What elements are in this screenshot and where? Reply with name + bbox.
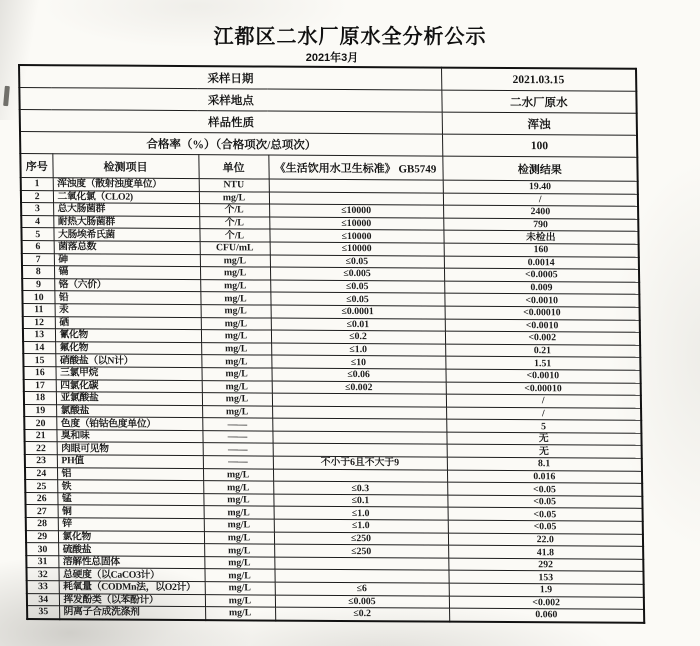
item-standard <box>272 393 446 407</box>
item-unit: mg/L <box>204 569 274 582</box>
item-unit: —— <box>202 431 272 444</box>
item-unit: mg/L <box>199 191 269 204</box>
item-name: 铜 <box>58 505 204 518</box>
item-unit: mg/L <box>201 342 271 355</box>
item-name: 铝 <box>57 467 203 480</box>
row-index: 13 <box>23 329 55 342</box>
item-result: 292 <box>448 558 643 572</box>
item-result: <0.0010 <box>445 319 640 333</box>
item-unit: mg/L <box>204 506 274 519</box>
analysis-table <box>18 64 645 624</box>
item-unit: CFU/mL <box>200 242 270 255</box>
item-standard: ≤0.2 <box>275 607 449 621</box>
item-result: 790 <box>443 218 638 232</box>
item-unit: mg/L <box>204 531 274 544</box>
item-standard: ≤1.0 <box>274 507 448 521</box>
row-index: 17 <box>24 379 56 392</box>
item-name: 锰 <box>57 493 203 506</box>
item-standard <box>274 569 448 583</box>
row-index: 15 <box>23 354 55 367</box>
item-standard: ≤0.06 <box>271 368 445 382</box>
item-unit: mg/L <box>204 519 274 532</box>
item-unit: mg/L <box>204 544 274 557</box>
row-index: 35 <box>27 606 59 619</box>
item-standard: ≤250 <box>274 532 448 546</box>
row-index: 23 <box>25 455 57 468</box>
item-unit: 个/L <box>199 229 269 242</box>
summary-value: 二水厂原水 <box>441 90 636 113</box>
item-unit: 个/L <box>199 204 269 217</box>
item-result: <0.002 <box>445 331 640 345</box>
item-name: 氰化物 <box>55 329 201 342</box>
row-index: 33 <box>27 581 59 594</box>
item-standard <box>272 406 446 420</box>
item-standard: ≤0.3 <box>273 481 447 495</box>
item-name: 挥发酚类（以苯酚计） <box>59 593 205 606</box>
item-name: 大肠埃希氏菌 <box>53 228 199 241</box>
item-unit: 个/L <box>199 216 269 229</box>
row-index: 1 <box>21 178 53 191</box>
item-result: / <box>443 193 638 207</box>
row-index: 14 <box>23 341 55 354</box>
row-index: 31 <box>26 555 58 568</box>
item-standard <box>274 557 448 571</box>
item-name: 硝酸盐（以N计） <box>55 354 201 367</box>
row-index: 12 <box>23 316 55 329</box>
item-unit: mg/L <box>201 355 271 368</box>
item-standard: ≤0.05 <box>270 280 444 294</box>
row-index: 28 <box>26 518 58 531</box>
item-unit: mg/L <box>202 405 272 418</box>
page-title: 江都区二水厂原水全分析公示 <box>213 26 487 48</box>
col-header-unit: 单位 <box>198 155 268 179</box>
item-standard: ≤0.05 <box>270 292 444 306</box>
item-name: 硫酸盐 <box>58 543 204 556</box>
item-unit: mg/L <box>201 305 271 318</box>
page-subtitle: 2021年3月 <box>305 52 359 64</box>
item-standard <box>273 469 447 483</box>
item-standard: ≤10000 <box>269 204 443 218</box>
item-unit: mg/L <box>203 468 273 481</box>
row-index: 11 <box>23 303 55 316</box>
item-result: 19.40 <box>443 180 638 194</box>
row-index: 21 <box>24 429 56 442</box>
item-result: 22.0 <box>448 533 643 547</box>
item-standard: ≤0.002 <box>272 381 446 395</box>
item-unit: mg/L <box>201 368 271 381</box>
item-standard <box>269 192 443 206</box>
summary-label: 合格率（%）（合格项次/总项次） <box>20 132 442 157</box>
item-name: 亚氯酸盐 <box>56 392 202 405</box>
row-index: 8 <box>22 266 54 279</box>
item-result: <0.05 <box>447 495 642 509</box>
item-standard: ≤10000 <box>269 217 443 231</box>
summary-label: 采样地点 <box>19 88 441 113</box>
row-index: 32 <box>26 568 58 581</box>
row-index: 27 <box>26 505 58 518</box>
item-result: <0.0010 <box>445 369 640 383</box>
item-name: 铁 <box>57 480 203 493</box>
item-standard <box>269 179 443 193</box>
item-standard: ≤0.005 <box>275 595 449 609</box>
item-result: 0.060 <box>449 608 644 622</box>
item-name: 氯酸盐 <box>56 404 202 417</box>
item-standard: ≤10 <box>271 355 445 369</box>
row-index: 26 <box>25 492 57 505</box>
col-header-result: 检测结果 <box>442 156 637 181</box>
item-unit: —— <box>203 443 273 456</box>
item-result: <0.0005 <box>444 268 639 282</box>
item-result: / <box>446 394 641 408</box>
item-standard: ≤0.05 <box>270 255 444 269</box>
item-standard: ≤6 <box>275 582 449 596</box>
item-standard <box>272 431 446 445</box>
item-name: 铅 <box>54 291 200 304</box>
item-name: 总硬度（以CaCO3计） <box>58 568 204 581</box>
item-standard: ≤0.005 <box>270 267 444 281</box>
row-index: 10 <box>22 291 54 304</box>
item-unit: mg/L <box>202 380 272 393</box>
row-index: 30 <box>26 543 58 556</box>
row-index: 7 <box>22 253 54 266</box>
item-result: 0.016 <box>447 470 642 484</box>
col-header-item: 检测项目 <box>52 154 198 179</box>
item-result: 2400 <box>443 205 638 219</box>
item-name: PH值 <box>57 455 203 468</box>
item-result: 1.9 <box>449 583 644 597</box>
col-header-standard: 《生活饮用水卫生标准》 GB5749 <box>268 155 442 180</box>
summary-label: 样品性质 <box>20 110 442 135</box>
item-name: 溶解性总固体 <box>58 556 204 569</box>
item-result: <0.05 <box>448 508 643 522</box>
summary-section <box>19 65 637 157</box>
row-index: 9 <box>22 278 54 291</box>
item-result: <0.0010 <box>444 293 639 307</box>
item-unit: mg/L <box>200 254 270 267</box>
item-result: 41.8 <box>448 545 643 559</box>
table-row <box>27 606 644 623</box>
row-index: 24 <box>25 467 57 480</box>
item-name: 汞 <box>55 304 201 317</box>
item-result: 0.21 <box>445 344 640 358</box>
item-standard: ≤0.1 <box>273 494 447 508</box>
row-index: 18 <box>24 392 56 405</box>
row-index: 20 <box>24 417 56 430</box>
row-index: 5 <box>21 228 53 241</box>
item-result: 0.009 <box>444 281 639 295</box>
item-standard: ≤10000 <box>270 242 444 256</box>
row-index: 34 <box>27 593 59 606</box>
item-name: 锌 <box>58 518 204 531</box>
item-name: 耗氧量（CODMn法，以O2计） <box>59 581 205 594</box>
item-name: 二氧化氯（CLO2) <box>53 190 199 203</box>
item-result: <0.002 <box>449 596 644 610</box>
item-result: <0.00010 <box>445 306 640 320</box>
row-index: 22 <box>25 442 57 455</box>
item-standard: ≤1.0 <box>271 343 445 357</box>
item-result: 153 <box>448 571 643 585</box>
item-result: 未检出 <box>443 230 638 244</box>
item-name: 砷 <box>54 253 200 266</box>
summary-value: 浑浊 <box>442 112 637 135</box>
summary-label: 采样日期 <box>19 65 441 90</box>
col-header-index: 序号 <box>20 154 52 178</box>
item-standard: ≤0.0001 <box>271 305 445 319</box>
item-result: 5 <box>446 419 641 433</box>
item-result: <0.05 <box>447 482 642 496</box>
item-name: 菌落总数 <box>54 241 200 254</box>
item-name: 镉 <box>54 266 200 279</box>
item-unit: mg/L <box>203 493 273 506</box>
item-unit: NTU <box>199 179 269 192</box>
row-index: 4 <box>21 215 53 228</box>
item-standard: ≤10000 <box>269 229 443 243</box>
item-unit: mg/L <box>200 267 270 280</box>
item-name: 阴离子合成洗涤剂 <box>59 606 205 620</box>
item-name: 耐热大肠菌群 <box>53 215 199 228</box>
item-result: 0.0014 <box>444 256 639 270</box>
item-result: <0.05 <box>448 520 643 534</box>
item-result: 无 <box>447 445 642 459</box>
item-name: 肉眼可见物 <box>57 442 203 455</box>
item-unit: mg/L <box>203 481 273 494</box>
row-index: 2 <box>21 190 53 203</box>
item-standard <box>273 444 447 458</box>
row-index: 25 <box>25 480 57 493</box>
item-standard <box>272 418 446 432</box>
item-unit: —— <box>202 418 272 431</box>
row-index: 6 <box>22 240 54 253</box>
item-result: 160 <box>444 243 639 257</box>
item-standard: ≤1.0 <box>274 519 448 533</box>
item-result: 无 <box>446 432 641 446</box>
item-name: 氟化物 <box>55 341 201 354</box>
item-standard: ≤0.01 <box>271 318 445 332</box>
item-name: 三氯甲烷 <box>55 367 201 380</box>
item-name: 浑浊度（散射浊度单位） <box>53 178 199 191</box>
item-result: 8.1 <box>447 457 642 471</box>
item-unit: mg/L <box>205 582 275 595</box>
item-unit: mg/L <box>200 292 270 305</box>
item-result: <0.00010 <box>446 382 641 396</box>
row-index: 3 <box>21 203 53 216</box>
summary-value: 100 <box>442 134 637 157</box>
row-index: 29 <box>26 530 58 543</box>
item-unit: mg/L <box>205 594 275 607</box>
item-standard: ≤0.2 <box>271 330 445 344</box>
item-name: 氯化物 <box>58 530 204 543</box>
summary-value: 2021.03.15 <box>441 68 636 92</box>
item-unit: mg/L <box>202 393 272 406</box>
item-result: / <box>446 407 641 421</box>
item-unit: —— <box>203 456 273 469</box>
item-unit: mg/L <box>205 607 275 621</box>
item-name: 铬（六价） <box>54 278 200 291</box>
item-standard: ≤250 <box>274 544 448 558</box>
analysis-table-container <box>18 64 643 624</box>
item-unit: mg/L <box>201 330 271 343</box>
item-unit: mg/L <box>201 317 271 330</box>
item-result: 1.51 <box>445 356 640 370</box>
row-index: 16 <box>23 366 55 379</box>
item-name: 色度（铂钴色度单位） <box>56 417 202 430</box>
item-name: 四氯化碳 <box>56 379 202 392</box>
analysis-table-body <box>21 178 645 623</box>
item-unit: mg/L <box>200 279 270 292</box>
item-unit: mg/L <box>204 556 274 569</box>
row-index: 19 <box>24 404 56 417</box>
item-name: 臭和味 <box>56 430 202 443</box>
item-name: 硒 <box>55 316 201 329</box>
item-name: 总大肠菌群 <box>53 203 199 216</box>
item-standard: 不小于6且不大于9 <box>273 456 447 470</box>
